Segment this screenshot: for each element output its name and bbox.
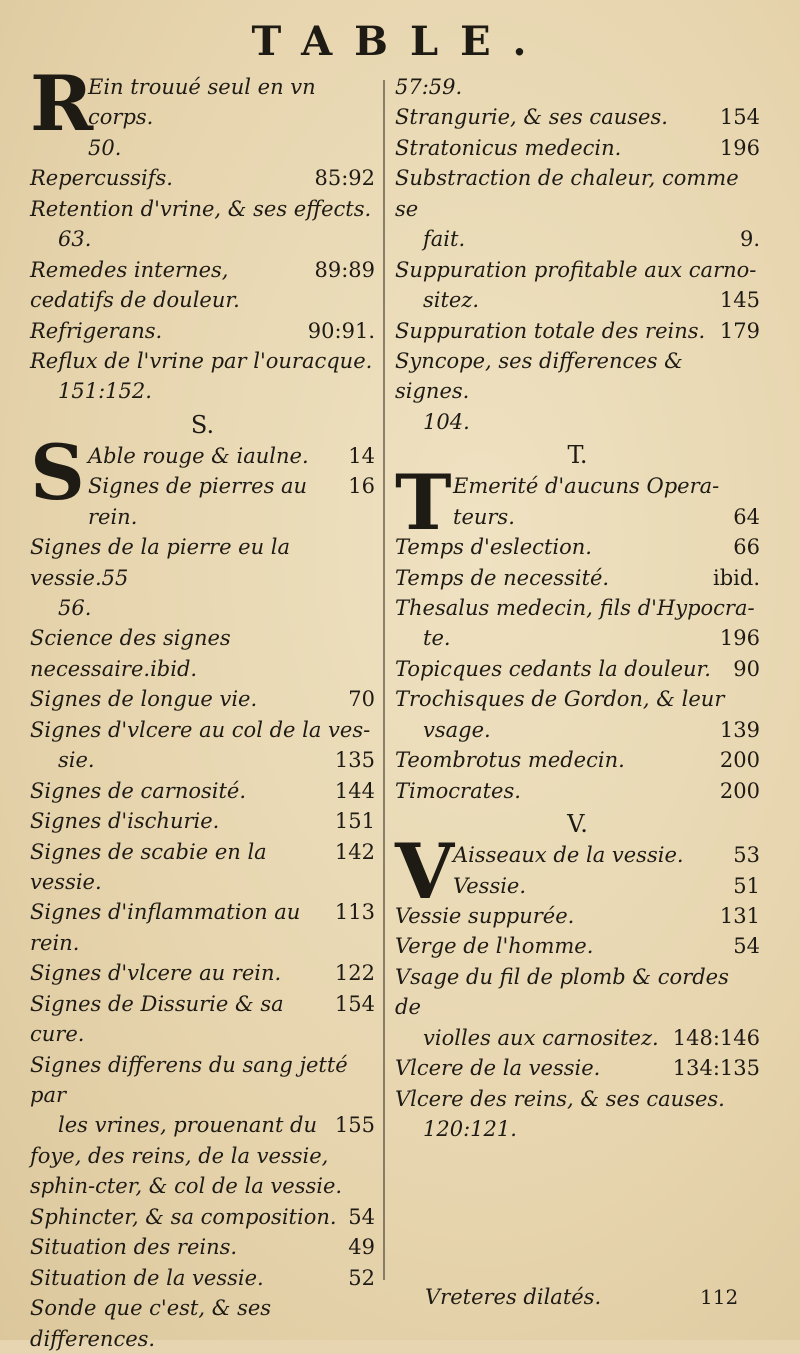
catchword: Vreteres dilatés.	[425, 1285, 602, 1309]
entry-text-continued: les vrines, prouenant du foye, des reins, de la vessie, sphin-cter, & col de la vessie.	[30, 1113, 343, 1199]
entry-text-continued: fait.	[423, 227, 466, 252]
entry-text: Temps de necessité.	[395, 565, 610, 590]
index-entry-continuation	[30, 593, 375, 623]
index-entry	[395, 346, 760, 407]
entry-text: Remedes internes, cedatifs de douleur.	[30, 257, 240, 313]
index-entry	[395, 931, 760, 961]
index-entry	[30, 255, 375, 316]
page-number: 112	[700, 1285, 739, 1309]
entry-text: Trochisques de Gordon, & leur	[395, 687, 725, 712]
entry-text: Substraction de chaleur, comme se	[395, 166, 739, 221]
index-entry	[30, 1050, 375, 1111]
entry-page-ref: 113	[334, 900, 375, 925]
page-title: TABLE.	[251, 18, 549, 65]
entry-page-ref: 135	[334, 748, 375, 773]
index-entry	[30, 958, 375, 988]
entry-page-ref: 142	[334, 839, 375, 864]
entry-page-ref: 139	[719, 717, 760, 742]
entry-text: Verge de l'homme.	[395, 934, 594, 959]
index-entry-pages: 50.	[88, 135, 122, 160]
entry-text: Vessie suppurée.	[395, 903, 575, 928]
section-s-first	[30, 427, 375, 532]
entry-text-continued: 104.	[423, 409, 470, 434]
column-divider	[383, 80, 385, 1280]
entry-text: Situation de la vessie.	[30, 1265, 264, 1290]
entry-text-continued: vsage.	[423, 717, 491, 742]
index-entry	[395, 563, 760, 593]
entry-text: Sphincter, & sa composition.	[30, 1204, 337, 1229]
entry-text: Teombrotus medecin.	[395, 748, 625, 773]
entry-page-ref: 89:89	[314, 257, 375, 282]
entry-text: Sonde que c'est, & ses differences.	[30, 1296, 272, 1351]
entry-text-continued: 63.	[58, 227, 92, 252]
index-entry	[30, 194, 375, 224]
index-entry	[395, 593, 760, 623]
index-entry	[395, 684, 760, 714]
entry-text: Retention d'vrine, & ses effects.	[30, 196, 372, 221]
index-entry-continuation	[30, 1110, 375, 1201]
index-entry	[30, 346, 375, 376]
index-entry-continuation	[395, 715, 760, 745]
s-entries-continued	[395, 72, 760, 437]
entry-page-ref: 155	[334, 1113, 375, 1138]
entry-page-ref: 54	[733, 934, 760, 959]
entry-page-ref: 54	[348, 1204, 375, 1229]
index-entry	[395, 72, 760, 102]
entry-text: Temps d'eslection.	[395, 535, 592, 560]
entry-text-continued: te.	[423, 626, 451, 651]
entry-text-continued: 56.	[58, 596, 92, 620]
entry-text: Signes de la pierre eu la vessie.55	[30, 535, 291, 590]
entry-page-ref: 66	[733, 535, 760, 560]
index-entry-continuation	[30, 745, 375, 775]
entry-text: Suppuration totale des reins.	[395, 318, 706, 343]
index-entry	[30, 715, 375, 745]
entry-page-ref: 200	[719, 748, 760, 773]
entry-page-ref: 9.	[739, 227, 760, 252]
index-entry	[30, 776, 375, 806]
entry-page-ref: 131	[719, 903, 760, 928]
index-entry	[395, 1084, 760, 1114]
index-entry	[30, 532, 375, 593]
entry-text: Repercussifs.	[30, 166, 173, 191]
section-heading-s: S.	[190, 410, 215, 439]
entry-text-continued: violles aux carnositez.	[423, 1025, 659, 1050]
entry-text: Vlcere de la vessie.	[395, 1056, 601, 1081]
entry-page-ref: 122	[334, 961, 375, 986]
entry-text: Vlcere des reins, & ses causes.	[395, 1086, 725, 1111]
entry-page-ref: 151	[334, 809, 375, 834]
entry-text: Topicques cedants la douleur.	[395, 656, 711, 681]
entry-text: Suppuration profitable aux carno-	[395, 257, 757, 282]
entry-text: Strangurie, & ses causes.	[395, 105, 668, 130]
entry-text: Signes differens du sang jetté par	[30, 1052, 348, 1107]
index-entry-continuation	[395, 1114, 760, 1144]
v-entries	[395, 901, 760, 1145]
entry-text: Signes de carnosité.	[30, 778, 247, 803]
index-entry-continuation	[395, 407, 760, 437]
section-r-first	[30, 59, 375, 163]
index-entry	[395, 316, 760, 346]
entry-text: Signes de scabie en la vessie.	[30, 839, 267, 894]
entry-page-ref: 70	[348, 687, 375, 712]
index-entry: 64 teurs.	[453, 504, 760, 529]
s-entries	[30, 532, 375, 1354]
entry-text: Syncope, ses differences & signes.	[395, 348, 683, 404]
entry-page-ref: 49	[348, 1235, 375, 1260]
index-entry	[395, 255, 760, 285]
index-entry	[30, 897, 375, 958]
index-entry: 53 Aisseaux de la vessie.	[453, 843, 760, 868]
entry-text: Situation des reins.	[30, 1235, 238, 1260]
index-entry	[30, 837, 375, 898]
index-entry	[30, 163, 375, 193]
index-entry	[395, 1053, 760, 1083]
index-entry	[395, 163, 760, 224]
entry-page-ref: 200	[719, 778, 760, 803]
index-entry-continuation	[395, 285, 760, 315]
entry-text: Vsage du fil de plomb & cordes de	[395, 964, 729, 1020]
dropcap-r: R	[30, 59, 94, 148]
entry-text: Stratonicus medecin.	[395, 135, 622, 160]
index-entry	[30, 989, 375, 1050]
entry-page-ref: 85:92	[314, 166, 375, 191]
index-entry-continuation	[30, 224, 375, 254]
index-entry-continuation	[30, 376, 375, 406]
index-entry	[30, 684, 375, 714]
index-entry	[30, 1232, 375, 1262]
entry-page-ref: 90:91.	[307, 318, 375, 343]
index-entry	[395, 776, 760, 806]
entry-page-ref: 52	[348, 1265, 375, 1290]
index-entry	[30, 316, 375, 346]
entry-text: Signes de Dissurie & sa cure.	[30, 991, 284, 1047]
entry-text: Signes d'inflammation au rein.	[30, 900, 301, 955]
index-entry: Emerité d'aucuns Opera-	[453, 474, 720, 499]
index-entry-continuation	[395, 1023, 760, 1053]
index-entry	[395, 745, 760, 775]
entry-text-continued: sie.	[58, 748, 95, 773]
dropcap-t: T	[395, 458, 452, 548]
index-entry	[395, 654, 760, 684]
index-entry: 51 Vessie.	[453, 873, 760, 898]
dropcap-v: V	[395, 827, 454, 917]
index-entry	[30, 1202, 375, 1232]
index-entry: 14 Able rouge & iaulne.	[88, 443, 375, 468]
index-entry: Ein trouué seul en vn corps.	[88, 75, 316, 130]
entry-text: Thesalus medecin, fils d'Hypocra-	[395, 596, 755, 620]
entry-page-ref: 196	[719, 135, 760, 160]
index-entry	[30, 806, 375, 836]
index-entry	[395, 133, 760, 163]
section-heading-v: V.	[567, 810, 588, 839]
index-entry	[395, 962, 760, 1023]
entry-text: Signes d'vlcere au rein.	[30, 961, 282, 986]
entry-page-ref: 144	[334, 778, 375, 803]
entry-text: Signes d'ischurie.	[30, 809, 220, 834]
entry-page-ref: 196	[719, 626, 760, 651]
left-column	[30, 59, 375, 1354]
entry-page-ref: ibid.	[713, 565, 760, 590]
index-entry: 16 Signes de pierres au rein.	[88, 474, 375, 529]
index-entry	[30, 623, 375, 684]
entry-page-ref: 134:135	[672, 1056, 760, 1081]
entry-text: Signes de longue vie.	[30, 687, 258, 712]
index-entry	[30, 1263, 375, 1293]
entry-page-ref: 90	[733, 656, 760, 681]
entry-page-ref: 148:146	[672, 1025, 760, 1050]
entry-text: 57:59.	[395, 75, 463, 99]
section-heading-t: T.	[567, 441, 588, 470]
index-entry-continuation	[395, 224, 760, 254]
entry-text-continued: 151:152.	[58, 379, 152, 404]
entry-page-ref: 145	[719, 288, 760, 313]
r-entries	[30, 163, 375, 407]
index-entry-continuation	[395, 623, 760, 653]
entry-text-continued: sitez.	[423, 288, 480, 313]
entry-text-continued: 120:121.	[423, 1117, 517, 1141]
entry-text: Reflux de l'vrine par l'ouracque.	[30, 348, 373, 373]
entry-text: Signes d'vlcere au col de la ves-	[30, 717, 371, 742]
entry-text: Timocrates.	[395, 778, 521, 803]
entry-page-ref: 179	[719, 318, 760, 343]
entry-page-ref: 154	[334, 991, 375, 1016]
entry-text: Refrigerans.	[30, 318, 163, 343]
t-entries	[395, 532, 760, 806]
entry-page-ref: 154	[719, 105, 760, 130]
right-column	[395, 72, 760, 1144]
index-entry	[30, 1293, 375, 1354]
entry-text: Science des signes necessaire.ibid.	[30, 626, 231, 681]
index-entry	[395, 102, 760, 132]
dropcap-s: S	[30, 427, 85, 517]
